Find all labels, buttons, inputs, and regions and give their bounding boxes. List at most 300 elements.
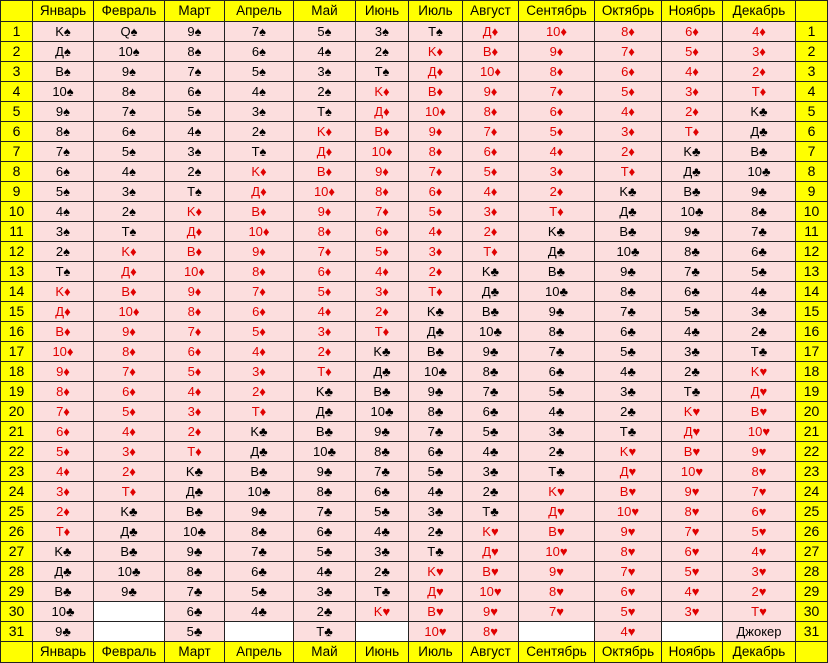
card-cell: T♣ <box>519 462 595 482</box>
card-cell: 6♦ <box>595 62 662 82</box>
card-cell <box>662 622 723 642</box>
card-cell: Д♦ <box>463 22 519 42</box>
card-cell: 10♣ <box>519 282 595 302</box>
card-cell: 9♣ <box>723 182 796 202</box>
card-cell: 2♦ <box>662 102 723 122</box>
card-cell: В♣ <box>595 222 662 242</box>
day-number-right: 28 <box>796 562 828 582</box>
card-cell: 5♣ <box>225 582 294 602</box>
card-cell: 4♣ <box>519 402 595 422</box>
card-cell: 9♥ <box>662 482 723 502</box>
table-row <box>1 162 828 182</box>
table-row <box>1 522 828 542</box>
card-cell: В♦ <box>356 122 409 142</box>
card-cell: 4♣ <box>595 362 662 382</box>
card-cell: 10♦ <box>409 102 463 122</box>
card-cell: 10♦ <box>463 62 519 82</box>
header-month-label: Март <box>165 1 225 22</box>
card-cell: K♥ <box>409 562 463 582</box>
card-cell: 8♣ <box>723 202 796 222</box>
card-cell: 10♠ <box>33 82 94 102</box>
card-cell: K♣ <box>519 222 595 242</box>
header-corner-right <box>796 1 828 22</box>
card-cell: Д♥ <box>409 582 463 602</box>
card-cell: 6♥ <box>723 502 796 522</box>
day-number-left: 26 <box>1 522 33 542</box>
day-number-left: 16 <box>1 322 33 342</box>
card-cell: 10♦ <box>94 302 165 322</box>
day-number-right: 19 <box>796 382 828 402</box>
card-cell: 3♠ <box>225 102 294 122</box>
day-number-right: 1 <box>796 22 828 42</box>
card-cell: 2♣ <box>294 602 356 622</box>
card-cell: 10♣ <box>595 242 662 262</box>
card-cell: Д♣ <box>356 362 409 382</box>
card-cell: 4♣ <box>225 602 294 622</box>
header-month-label: Июль <box>409 1 463 22</box>
card-cell: 10♣ <box>294 442 356 462</box>
card-cell: 3♣ <box>356 542 409 562</box>
day-number-left: 5 <box>1 102 33 122</box>
day-number-left: 11 <box>1 222 33 242</box>
day-number-right: 14 <box>796 282 828 302</box>
card-cell: 8♦ <box>165 302 225 322</box>
card-cell: Д♦ <box>409 62 463 82</box>
card-cell: 6♣ <box>294 522 356 542</box>
card-cell: 5♥ <box>662 562 723 582</box>
table-row <box>1 262 828 282</box>
card-cell: 9♣ <box>294 462 356 482</box>
card-cell: T♦ <box>356 322 409 342</box>
card-cell: В♣ <box>33 582 94 602</box>
card-cell: 9♣ <box>595 262 662 282</box>
footer-month-label: Июль <box>409 642 463 663</box>
card-cell: T♠ <box>94 222 165 242</box>
table-row <box>1 22 828 42</box>
card-cell: В♦ <box>165 242 225 262</box>
card-cell: 8♦ <box>356 182 409 202</box>
card-cell: 7♠ <box>94 102 165 122</box>
card-cell: 7♣ <box>723 222 796 242</box>
card-cell: 2♥ <box>723 582 796 602</box>
card-cell: 6♣ <box>409 442 463 462</box>
card-cell: 7♣ <box>595 302 662 322</box>
card-cell: 7♣ <box>662 262 723 282</box>
card-cell: Д♥ <box>463 542 519 562</box>
table-row <box>1 402 828 422</box>
card-cell: Д♥ <box>519 502 595 522</box>
card-cell: K♥ <box>356 602 409 622</box>
day-number-right: 23 <box>796 462 828 482</box>
card-cell: 9♣ <box>356 422 409 442</box>
table-row <box>1 222 828 242</box>
card-cell: 10♥ <box>463 582 519 602</box>
card-cell: 3♦ <box>33 482 94 502</box>
card-cell: 4♣ <box>723 282 796 302</box>
card-cell: 8♥ <box>463 622 519 642</box>
card-cell: T♣ <box>723 342 796 362</box>
footer-month-label: Февраль <box>94 642 165 663</box>
day-number-left: 20 <box>1 402 33 422</box>
day-number-right: 6 <box>796 122 828 142</box>
card-cell: T♣ <box>356 582 409 602</box>
day-number-right: 21 <box>796 422 828 442</box>
day-number-left: 15 <box>1 302 33 322</box>
card-cell: 5♠ <box>225 62 294 82</box>
card-cell: 9♣ <box>165 542 225 562</box>
day-number-right: 4 <box>796 82 828 102</box>
day-number-left: 12 <box>1 242 33 262</box>
card-cell: T♦ <box>595 162 662 182</box>
card-cell: В♥ <box>662 442 723 462</box>
card-cell: Д♣ <box>33 562 94 582</box>
header-month-label: Январь <box>33 1 94 22</box>
table-row <box>1 582 828 602</box>
card-cell: 6♦ <box>294 262 356 282</box>
card-cell: 10♣ <box>662 202 723 222</box>
day-number-right: 27 <box>796 542 828 562</box>
card-cell: K♦ <box>294 122 356 142</box>
card-cell: T♠ <box>165 182 225 202</box>
day-number-right: 31 <box>796 622 828 642</box>
card-cell: Д♠ <box>33 42 94 62</box>
footer-month-label: Апрель <box>225 642 294 663</box>
header-row <box>1 1 828 22</box>
card-cell: T♦ <box>409 282 463 302</box>
card-cell: 3♣ <box>409 502 463 522</box>
card-cell: Д♥ <box>595 462 662 482</box>
day-number-right: 26 <box>796 522 828 542</box>
card-cell: K♥ <box>463 522 519 542</box>
card-cell: 10♠ <box>94 42 165 62</box>
card-cell: 2♠ <box>33 242 94 262</box>
day-number-left: 22 <box>1 442 33 462</box>
card-cell: T♦ <box>33 522 94 542</box>
card-cell: 10♣ <box>165 522 225 542</box>
card-cell: 7♠ <box>33 142 94 162</box>
table-row <box>1 62 828 82</box>
day-number-left: 30 <box>1 602 33 622</box>
card-cell: K♦ <box>356 82 409 102</box>
card-cell: 7♥ <box>519 602 595 622</box>
table-row <box>1 602 828 622</box>
card-cell: Д♥ <box>723 382 796 402</box>
card-cell: 5♦ <box>662 42 723 62</box>
card-cell: K♠ <box>33 22 94 42</box>
card-cell: T♣ <box>294 622 356 642</box>
card-cell: 6♣ <box>519 362 595 382</box>
card-cell: 10♦ <box>356 142 409 162</box>
card-cell: Д♣ <box>294 402 356 422</box>
card-cell: 7♣ <box>225 542 294 562</box>
card-cell: 3♠ <box>356 22 409 42</box>
card-cell: 2♣ <box>662 362 723 382</box>
day-number-left: 4 <box>1 82 33 102</box>
card-cell: 9♥ <box>463 602 519 622</box>
card-cell: 4♠ <box>94 162 165 182</box>
card-cell: K♦ <box>94 242 165 262</box>
card-cell: 6♠ <box>94 122 165 142</box>
card-cell: 7♦ <box>94 362 165 382</box>
table-row <box>1 322 828 342</box>
card-cell: Q♠ <box>94 22 165 42</box>
card-cell: K♥ <box>662 402 723 422</box>
card-cell: 7♦ <box>33 402 94 422</box>
card-cell: T♦ <box>225 402 294 422</box>
table-row <box>1 82 828 102</box>
day-number-left: 29 <box>1 582 33 602</box>
card-cell: Д♣ <box>519 242 595 262</box>
card-cell: 2♣ <box>463 482 519 502</box>
card-cell: 5♠ <box>294 22 356 42</box>
card-cell: 7♦ <box>356 202 409 222</box>
day-number-left: 23 <box>1 462 33 482</box>
table-row <box>1 102 828 122</box>
card-cell: 3♠ <box>33 222 94 242</box>
card-cell: 9♦ <box>463 82 519 102</box>
card-cell: 9♦ <box>356 162 409 182</box>
card-cell: 4♠ <box>165 122 225 142</box>
card-cell: 8♣ <box>165 562 225 582</box>
card-cell: Д♣ <box>595 202 662 222</box>
card-cell: Д♣ <box>662 162 723 182</box>
table-row <box>1 362 828 382</box>
card-cell: T♣ <box>595 422 662 442</box>
card-cell: В♠ <box>33 62 94 82</box>
card-cell: 7♦ <box>409 162 463 182</box>
card-cell: 2♦ <box>356 302 409 322</box>
card-cell: 10♣ <box>356 402 409 422</box>
footer-month-label: Ноябрь <box>662 642 723 663</box>
card-cell: Д♦ <box>225 182 294 202</box>
card-cell: 2♦ <box>165 422 225 442</box>
card-cell: 10♥ <box>595 502 662 522</box>
footer-month-label: Январь <box>33 642 94 663</box>
card-cell: 7♣ <box>165 582 225 602</box>
table-row <box>1 302 828 322</box>
day-number-left: 7 <box>1 142 33 162</box>
card-cell: 8♦ <box>94 342 165 362</box>
day-number-right: 13 <box>796 262 828 282</box>
table-row <box>1 42 828 62</box>
card-cell: 4♣ <box>662 322 723 342</box>
card-cell: 9♣ <box>519 302 595 322</box>
card-cell: 4♠ <box>225 82 294 102</box>
card-cell: 8♥ <box>723 462 796 482</box>
day-number-right: 7 <box>796 142 828 162</box>
card-cell: K♦ <box>33 282 94 302</box>
card-cell: 8♥ <box>595 542 662 562</box>
card-cell: 3♠ <box>294 62 356 82</box>
card-cell: В♦ <box>33 322 94 342</box>
card-cell: В♥ <box>409 602 463 622</box>
card-cell: 2♠ <box>356 42 409 62</box>
card-cell: 7♥ <box>595 562 662 582</box>
day-number-left: 24 <box>1 482 33 502</box>
day-number-left: 3 <box>1 62 33 82</box>
card-cell: 9♥ <box>595 522 662 542</box>
footer-month-label: Июнь <box>356 642 409 663</box>
card-cell: K♥ <box>723 362 796 382</box>
card-cell: K♣ <box>662 142 723 162</box>
card-cell: 3♠ <box>94 182 165 202</box>
table-row <box>1 502 828 522</box>
header-month-label: Август <box>463 1 519 22</box>
card-cell: 5♣ <box>463 422 519 442</box>
card-cell: Джокер <box>723 622 796 642</box>
day-number-left: 18 <box>1 362 33 382</box>
card-cell: K♣ <box>33 542 94 562</box>
day-number-left: 14 <box>1 282 33 302</box>
card-cell: 8♣ <box>294 482 356 502</box>
card-cell: 8♦ <box>294 222 356 242</box>
card-cell: 6♥ <box>595 582 662 602</box>
card-cell: 5♣ <box>595 342 662 362</box>
day-number-right: 18 <box>796 362 828 382</box>
card-cell: 5♣ <box>409 462 463 482</box>
card-cell: 8♥ <box>519 582 595 602</box>
card-cell: T♣ <box>463 502 519 522</box>
table-row <box>1 562 828 582</box>
card-cell: 5♦ <box>519 122 595 142</box>
card-cell: 10♥ <box>409 622 463 642</box>
card-cell: 5♦ <box>409 202 463 222</box>
card-cell: 6♣ <box>595 322 662 342</box>
card-cell <box>225 622 294 642</box>
day-number-right: 30 <box>796 602 828 622</box>
card-cell: В♣ <box>94 542 165 562</box>
card-cell: 6♦ <box>33 422 94 442</box>
card-cell: 10♦ <box>294 182 356 202</box>
card-cell: Д♣ <box>225 442 294 462</box>
card-cell: 6♥ <box>662 542 723 562</box>
card-cell: 7♣ <box>409 422 463 442</box>
card-cell: 5♦ <box>165 362 225 382</box>
card-cell: 5♦ <box>294 282 356 302</box>
card-cell: 8♠ <box>165 42 225 62</box>
table-row <box>1 462 828 482</box>
card-cell: 4♠ <box>33 202 94 222</box>
card-cell: 3♠ <box>165 142 225 162</box>
card-cell: 5♣ <box>723 262 796 282</box>
card-cell: 2♠ <box>165 162 225 182</box>
card-cell: Д♣ <box>463 282 519 302</box>
table-row <box>1 142 828 162</box>
card-cell: 10♣ <box>225 482 294 502</box>
day-number-right: 11 <box>796 222 828 242</box>
footer-month-label: Май <box>294 642 356 663</box>
card-cell: Д♦ <box>165 222 225 242</box>
card-cell: В♥ <box>723 402 796 422</box>
card-cell: 6♦ <box>409 182 463 202</box>
card-cell: 9♣ <box>463 342 519 362</box>
card-cell: 7♦ <box>463 122 519 142</box>
card-cell: 8♣ <box>225 522 294 542</box>
card-cell: 6♦ <box>356 222 409 242</box>
card-cell: 10♥ <box>723 422 796 442</box>
card-cell: 4♦ <box>519 142 595 162</box>
card-cell: T♠ <box>409 22 463 42</box>
day-number-right: 22 <box>796 442 828 462</box>
day-number-right: 8 <box>796 162 828 182</box>
card-cell: K♦ <box>409 42 463 62</box>
card-cell: В♥ <box>519 522 595 542</box>
card-cell: 7♦ <box>595 42 662 62</box>
footer-month-label: Март <box>165 642 225 663</box>
card-cell: 3♥ <box>723 562 796 582</box>
table-row <box>1 442 828 462</box>
card-cell: 8♥ <box>662 502 723 522</box>
card-cell <box>94 622 165 642</box>
card-cell: 9♥ <box>723 442 796 462</box>
card-cell: 4♦ <box>294 302 356 322</box>
card-cell: 4♣ <box>463 442 519 462</box>
card-cell: 3♦ <box>294 322 356 342</box>
table-row <box>1 342 828 362</box>
footer-month-label: Октябрь <box>595 642 662 663</box>
card-cell: 7♣ <box>294 502 356 522</box>
day-number-right: 24 <box>796 482 828 502</box>
card-cell: T♦ <box>723 82 796 102</box>
card-cell: 8♦ <box>519 62 595 82</box>
card-cell: 9♣ <box>409 382 463 402</box>
card-cell: В♣ <box>519 262 595 282</box>
card-cell: 6♣ <box>225 562 294 582</box>
card-cell: 4♦ <box>33 462 94 482</box>
card-cell: Д♦ <box>94 262 165 282</box>
card-cell: 9♦ <box>294 202 356 222</box>
card-cell: 3♦ <box>165 402 225 422</box>
card-cell: 5♦ <box>33 442 94 462</box>
card-cell: 8♣ <box>519 322 595 342</box>
header-month-label: Сентябрь <box>519 1 595 22</box>
card-cell: 5♠ <box>165 102 225 122</box>
table-row <box>1 122 828 142</box>
table-row <box>1 422 828 442</box>
card-cell: 8♦ <box>409 142 463 162</box>
card-cell: 9♦ <box>94 322 165 342</box>
card-cell: 2♠ <box>225 122 294 142</box>
card-cell: 9♣ <box>94 582 165 602</box>
card-cell: 3♥ <box>662 602 723 622</box>
card-cell: 10♣ <box>723 162 796 182</box>
card-cell: T♦ <box>294 362 356 382</box>
card-cell: K♦ <box>225 162 294 182</box>
card-cell: В♣ <box>225 462 294 482</box>
card-cell: K♣ <box>356 342 409 362</box>
card-cell: 5♦ <box>595 82 662 102</box>
card-cell: 9♦ <box>519 42 595 62</box>
card-cell: 7♣ <box>519 342 595 362</box>
card-cell: 6♠ <box>33 162 94 182</box>
footer-month-label: Декабрь <box>723 642 796 663</box>
card-cell: 9♠ <box>165 22 225 42</box>
card-cell: K♣ <box>225 422 294 442</box>
card-cell: 7♦ <box>225 282 294 302</box>
card-cell: 8♦ <box>33 382 94 402</box>
card-cell: 3♦ <box>225 362 294 382</box>
card-cell: 8♦ <box>463 102 519 122</box>
card-cell: 2♠ <box>294 82 356 102</box>
table-row <box>1 202 828 222</box>
day-number-right: 20 <box>796 402 828 422</box>
card-cell: Д♣ <box>94 522 165 542</box>
card-cell: 5♣ <box>294 542 356 562</box>
card-cell: 10♥ <box>662 462 723 482</box>
card-cell: K♥ <box>519 482 595 502</box>
card-cell: 7♦ <box>165 322 225 342</box>
card-cell: 3♣ <box>723 302 796 322</box>
